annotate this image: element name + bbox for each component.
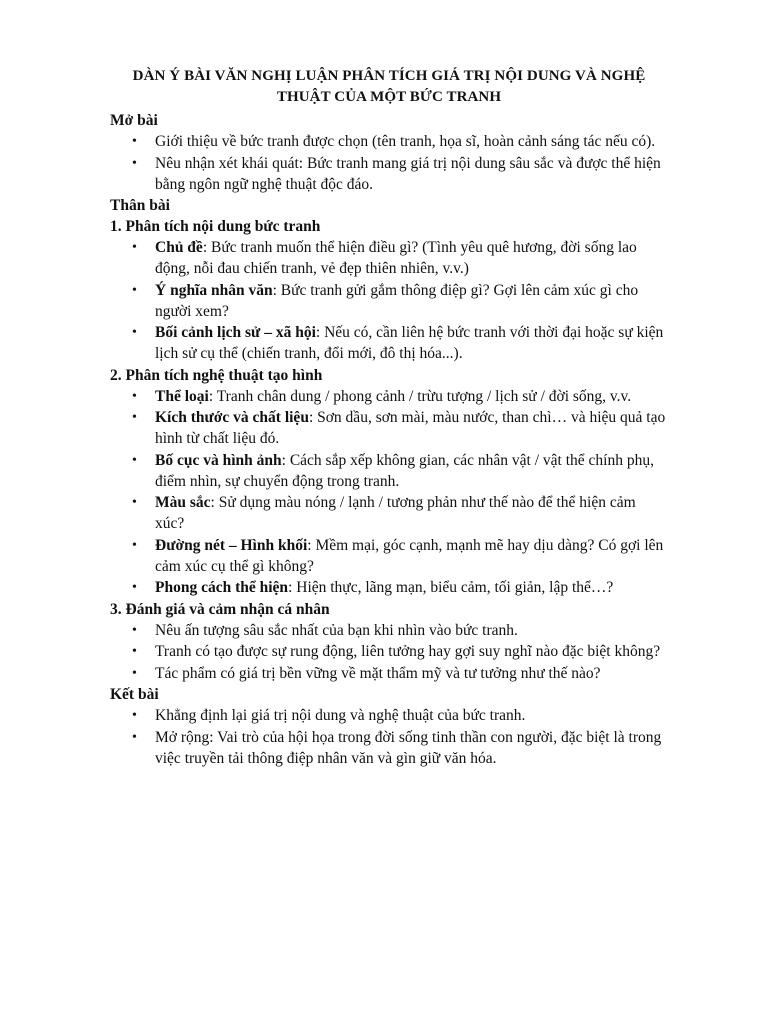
- list-item: [110, 237, 668, 279]
- item-text: : Cách sắp xếp không gian, các nhân vật / vật thể chính phụ, điểm nhìn, sự chuyển động trong tranh.: [155, 451, 654, 490]
- item-term: Đường nét – Hình khối: [155, 536, 308, 554]
- item-text: : Bức tranh gửi gắm thông điệp gì? Gợi lên cảm xúc gì cho người xem?: [155, 281, 639, 320]
- bullet-list: [110, 620, 668, 684]
- list-item: [110, 620, 668, 641]
- bullet-icon: •: [132, 134, 137, 149]
- item-text: : Tranh chân dung / phong cảnh / trừu tượng / lịch sử / đời sống, v.v.: [208, 387, 632, 405]
- bullet-list: [110, 705, 668, 769]
- list-item: [110, 131, 668, 152]
- list-item: [110, 492, 668, 534]
- bullet-icon: •: [132, 240, 137, 255]
- bullet-icon: •: [132, 388, 137, 404]
- item-text: Nêu ấn tượng sâu sắc nhất của bạn khi nhìn vào bức tranh.: [155, 621, 518, 639]
- section-heading: 1. Phân tích nội dung bức tranh: [110, 218, 321, 235]
- section-heading: Kết bài: [110, 686, 159, 703]
- list-item: [110, 407, 668, 449]
- list-item: [110, 727, 668, 769]
- list-item: [110, 663, 668, 684]
- section-heading: 3. Đánh giá và cảm nhận cá nhân: [110, 600, 330, 618]
- bullet-icon: •: [132, 282, 137, 298]
- list-item: [110, 577, 668, 598]
- list-item: [110, 322, 668, 364]
- item-term: Bối cảnh lịch sử – xã hội: [155, 324, 316, 341]
- bullet-icon: •: [132, 644, 137, 659]
- title-line-2: THUẬT CỦA MỘT BỨC TRANH: [276, 89, 502, 105]
- list-item: [110, 641, 668, 662]
- list-item: [110, 450, 668, 492]
- bullet-list: [110, 131, 668, 195]
- item-term: Màu sắc: [155, 494, 211, 511]
- bullet-icon: •: [132, 665, 137, 681]
- item-text: Tranh có tạo được sự rung động, liên tưởng hay gợi suy nghĩ nào đặc biệt không?: [155, 643, 661, 660]
- item-text: : Nếu có, cần liên hệ bức tranh với thời đại hoặc sự kiện lịch sử cụ thể (chiến tranh, đổi mới, đô thị hóa...).: [155, 324, 664, 362]
- item-term: Kích thước và chất liệu: [155, 409, 309, 426]
- section-heading: Thân bài: [110, 197, 170, 214]
- bullet-icon: •: [132, 708, 137, 723]
- item-term: Ý nghĩa nhân văn: [155, 281, 273, 299]
- item-term: Chủ đề: [155, 239, 203, 256]
- list-item: [110, 280, 668, 322]
- list-item: [110, 535, 668, 577]
- item-text: : Bức tranh muốn thể hiện điều gì? (Tình yêu quê hương, đời sống lao động, nỗi đau chiến tranh, vẻ đẹp thiên nhiên, v.v.): [155, 239, 637, 277]
- list-item: [110, 705, 668, 726]
- item-text: Tác phẩm có giá trị bền vững về mặt thẩm mỹ và tư tưởng như thế nào?: [155, 664, 601, 682]
- item-text: : Mềm mại, góc cạnh, mạnh mẽ hay dịu dàng? Có gợi lên cảm xúc cụ thể gì không?: [155, 536, 664, 575]
- item-text: : Sử dụng màu nóng / lạnh / tương phản như thế nào để thể hiện cảm xúc?: [155, 494, 636, 532]
- item-text: Nêu nhận xét khái quát: Bức tranh mang giá trị nội dung sâu sắc và được thể hiện bằng ngôn ngữ nghệ thuật độc đáo.: [155, 154, 661, 193]
- list-item: [110, 386, 668, 407]
- item-text: : Sơn dầu, sơn mài, màu nước, than chì… và hiệu quả tạo hình từ chất liệu đó.: [155, 409, 666, 447]
- title-line-1: DÀN Ý BÀI VĂN NGHỊ LUẬN PHÂN TÍCH GIÁ TRỊ NỘI DUNG VÀ NGHỆ: [132, 68, 646, 84]
- list-item: [110, 153, 668, 195]
- bullet-list: [110, 386, 668, 599]
- item-term: Thể loại: [155, 387, 209, 405]
- document-body: [110, 110, 668, 769]
- bullet-list: [110, 237, 668, 364]
- bullet-icon: •: [132, 495, 137, 510]
- item-text: Mở rộng: Vai trò của hội họa trong đời sống tinh thần con người, đặc biệt là trong việc truyền tải thông điệp nhân văn và gìn giữ văn hóa.: [155, 728, 662, 767]
- section-heading: Mở bài: [110, 112, 158, 129]
- bullet-icon: •: [132, 729, 137, 745]
- document-title: [110, 66, 668, 108]
- item-text: Giới thiệu về bức tranh được chọn (tên tranh, họa sĩ, hoàn cảnh sáng tác nếu có).: [155, 133, 656, 150]
- item-text: Khẳng định lại giá trị nội dung và nghệ thuật của bức tranh.: [155, 707, 526, 724]
- bullet-icon: •: [132, 452, 137, 468]
- item-term: Phong cách thể hiện: [155, 579, 289, 596]
- bullet-icon: •: [132, 537, 137, 553]
- bullet-icon: •: [132, 155, 137, 171]
- bullet-icon: •: [132, 580, 137, 595]
- item-term: Bố cục và hình ảnh: [155, 451, 282, 469]
- section-heading: 2. Phân tích nghệ thuật tạo hình: [110, 366, 323, 384]
- bullet-icon: •: [132, 622, 137, 638]
- bullet-icon: •: [132, 410, 137, 425]
- bullet-icon: •: [132, 325, 137, 340]
- item-text: : Hiện thực, lãng mạn, biểu cảm, tối giản, lập thể…?: [288, 579, 614, 596]
